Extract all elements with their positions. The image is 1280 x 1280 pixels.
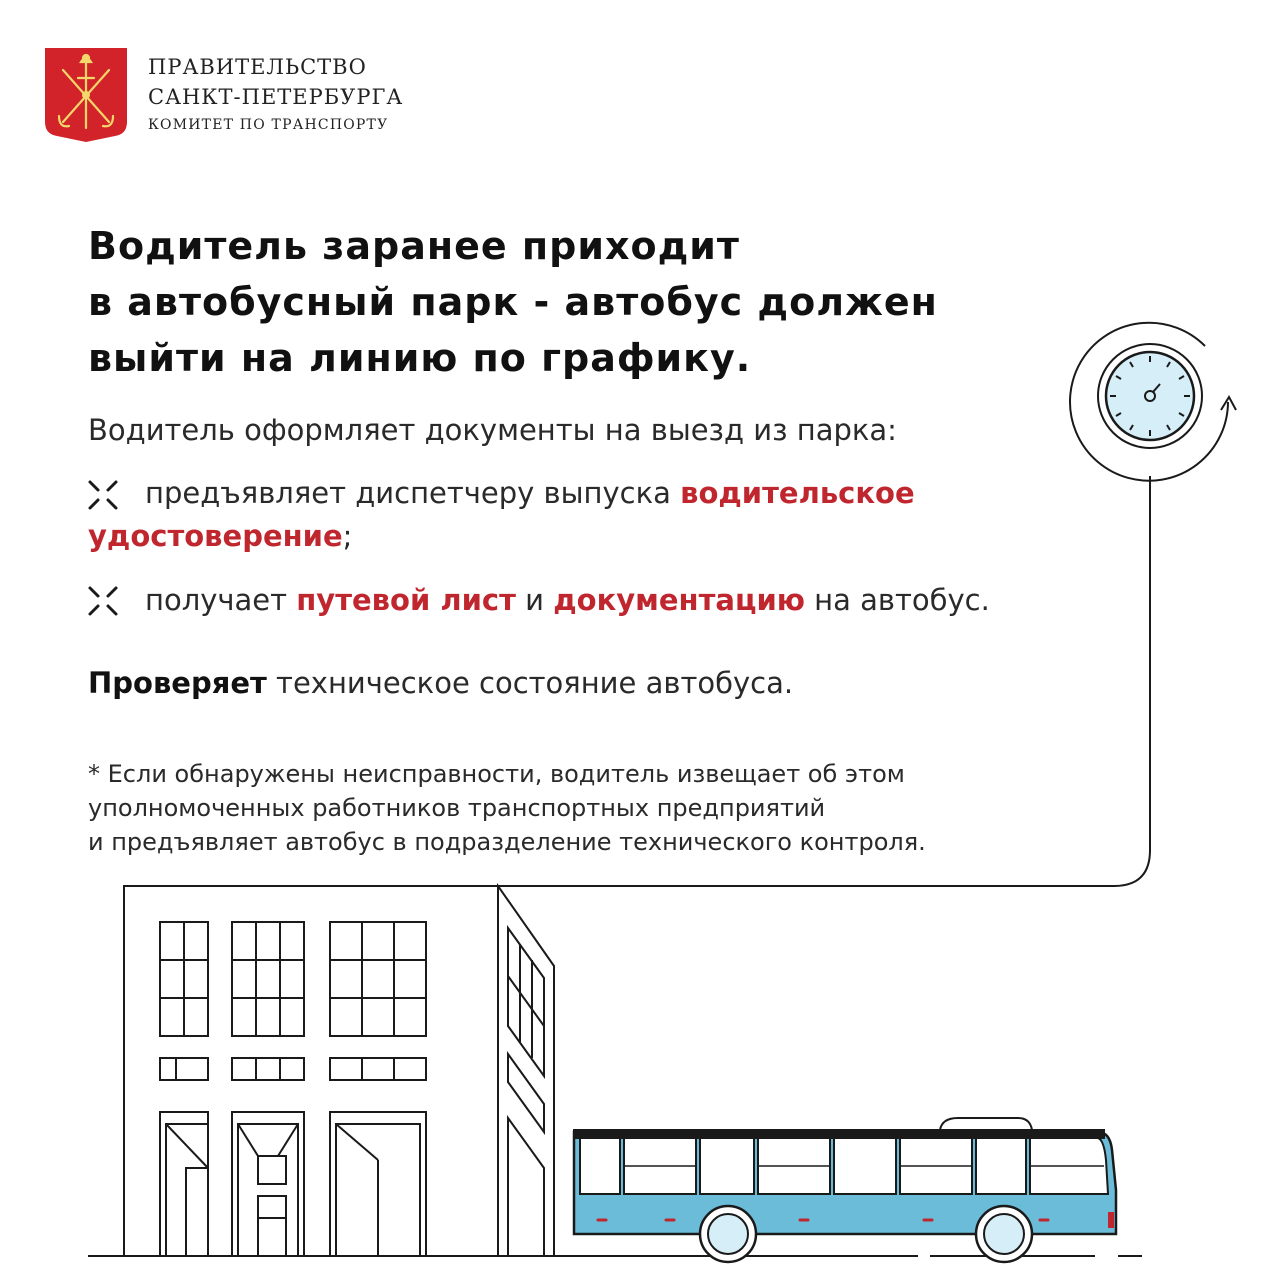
clock-icon: [1070, 323, 1236, 481]
bullet-2-end: на автобус.: [804, 583, 990, 617]
bullet-1-highlight-2: удостоверение: [88, 519, 343, 553]
bullet-2-text: получает: [145, 583, 297, 617]
headline-line-3: выйти на линию по графику.: [88, 336, 752, 380]
bus-illustration: [574, 1118, 1116, 1262]
headline-line-2: в автобусный парк - автобус должен: [88, 280, 938, 324]
headline-line-1: Водитель заранее приходит: [88, 224, 740, 268]
check-bold: Проверяет: [88, 666, 267, 700]
bullet-2-highlight-2: документацию: [553, 583, 805, 617]
headline: [88, 218, 1088, 386]
bullet-2-mid: и: [515, 583, 554, 617]
bullet-2-highlight-1: путевой лист: [296, 583, 516, 617]
check-text: [88, 666, 793, 700]
intro-text: Водитель оформляет документы на выезд из парка:: [88, 413, 897, 447]
org-line-3: КОМИТЕТ ПО ТРАНСПОРТУ: [148, 117, 389, 133]
footnote: [88, 757, 926, 859]
bullet-mark-icon: [86, 478, 120, 512]
org-title: [148, 52, 403, 136]
org-line-1: ПРАВИТЕЛЬСТВО: [148, 55, 367, 79]
bullet-1-text: предъявляет диспетчеру выпуска: [145, 476, 681, 510]
org-line-2: САНКТ-ПЕТЕРБУРГА: [148, 85, 404, 109]
footnote-line-2: уполномоченных работников транспортных предприятий: [88, 794, 826, 822]
check-rest: техническое состояние автобуса.: [266, 666, 794, 700]
bullet-1-line-2: [88, 519, 352, 553]
bullet-mark-icon: [86, 584, 120, 618]
footnote-line-3: и предъявляет автобус в подразделение технического контроля.: [88, 828, 926, 856]
bullet-2: [145, 583, 990, 617]
bullet-1-highlight-1: водительское: [680, 476, 915, 510]
bullet-1-line-1: [145, 476, 915, 510]
footnote-line-1: * Если обнаружены неисправности, водитель извещает об этом: [88, 760, 905, 788]
bullet-1-end: ;: [342, 519, 353, 553]
building-illustration: [124, 886, 554, 1256]
emblem-icon: [45, 48, 127, 142]
